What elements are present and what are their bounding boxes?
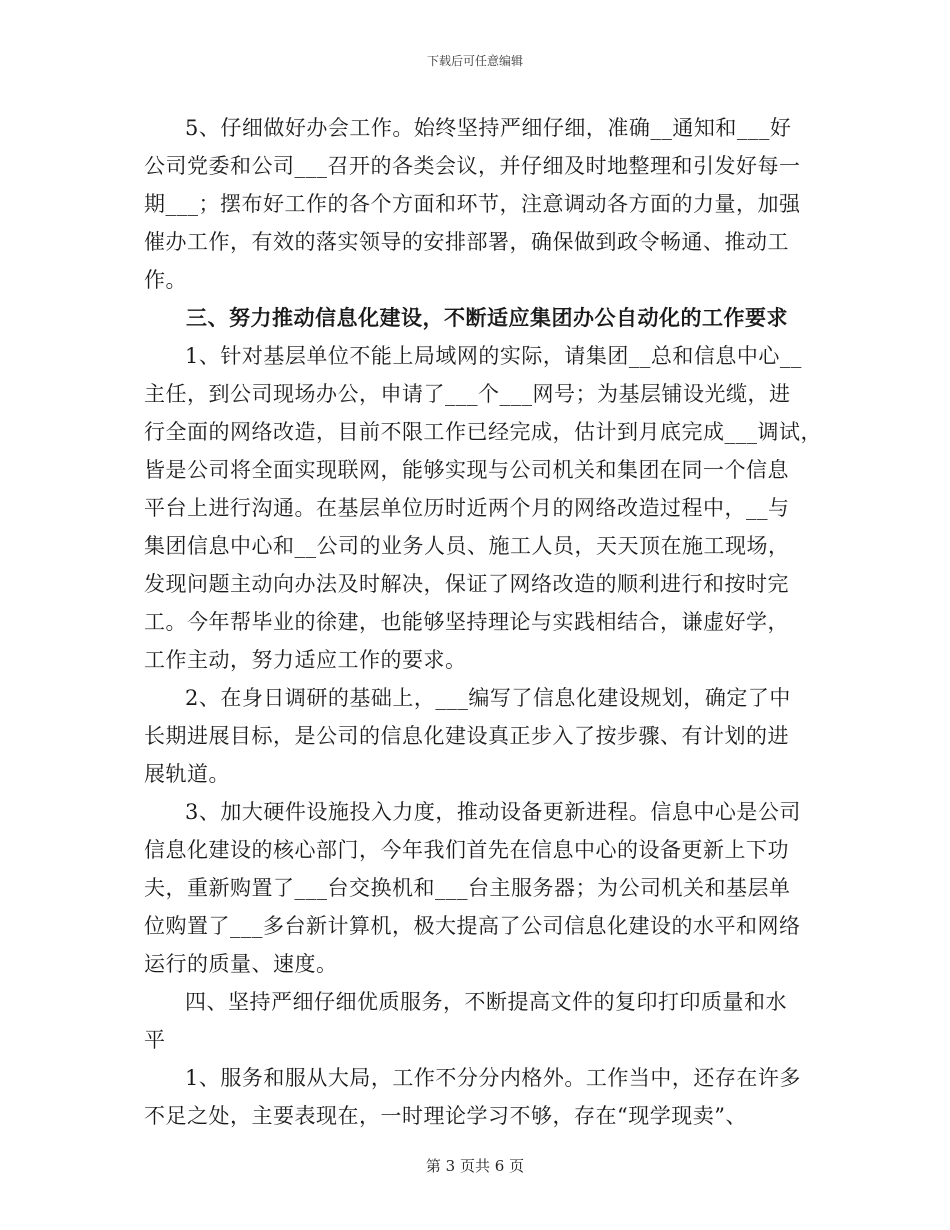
body-line: 夫，重新购置了___台交换机和___台主服务器；为公司机关和基层单: [144, 876, 791, 900]
body-line: 信息化建设的核心部门，今年我们首先在信息中心的设备更新上下功: [144, 838, 789, 862]
body-line: 平: [144, 1028, 166, 1052]
body-line: 集团信息中心和__公司的业务人员、施工人员，天天顶在施工现场，: [144, 534, 790, 558]
body-line: 催办工作，有效的落实领导的安排部署，确保做到政令畅通、推动工: [144, 230, 789, 254]
body-line: 展轨道。: [144, 762, 230, 786]
page-header: 下载后可任意编辑: [426, 54, 523, 68]
body-line: 长期进展目标，是公司的信息化建设真正步入了按步骤、有计划的进: [144, 724, 789, 748]
body-line: 不足之处，主要表现在，一时理论学习不够，存在“现学现卖”、: [144, 1104, 747, 1128]
page-footer: 第 3 页共 6 页: [425, 1157, 525, 1175]
body-line: 主任，到公司现场办公，申请了___个___网号；为基层铺设光缆，进: [144, 382, 791, 406]
body-line: 运行的质量、速度。: [144, 952, 338, 976]
body-line: 作。: [144, 268, 187, 292]
section-heading: 四、坚持严细仔细优质服务，不断提高文件的复印打印质量和水: [185, 990, 787, 1014]
body-line: 期___；摆布好工作的各个方面和环节，注意调动各方面的力量，加强: [144, 192, 801, 216]
body-line: 5、仔细做好办会工作。始终坚持严细仔细，准确__通知和___好: [185, 116, 792, 140]
section-heading: 三、努力推动信息化建设，不断适应集团办公自动化的工作要求: [186, 305, 788, 330]
body-line: 3、加大硬件设施投入力度，推动设备更新进程。信息中心是公司: [185, 800, 801, 824]
body-line: 1、服务和服从大局，工作不分分内格外。工作当中，还存在许多: [185, 1066, 801, 1090]
body-line: 工。今年帮毕业的徐建，也能够坚持理论与实践相结合，谦虚好学，: [144, 610, 789, 634]
body-line: 2、在身日调研的基础上，___编写了信息化建设规划，确定了中: [185, 686, 791, 710]
body-line: 公司党委和公司___召开的各类会议，并仔细及时地整理和引发好每一: [144, 154, 801, 178]
body-line: 平台上进行沟通。在基层单位历时近两个月的网络改造过程中，__与: [144, 496, 790, 520]
body-line: 皆是公司将全面实现联网，能够实现与公司机关和集团在同一个信息: [144, 458, 789, 482]
body-line: 位购置了___多台新计算机，极大提高了公司信息化建设的水平和网络: [144, 914, 801, 938]
body-line: 发现问题主动向办法及时解决，保证了网络改造的顺利进行和按时完: [144, 572, 789, 596]
body-line: 1、针对基层单位不能上局域网的实际，请集团__总和信息中心__: [185, 344, 802, 368]
body-line: 工作主动，努力适应工作的要求。: [144, 648, 467, 672]
body-line: 行全面的网络改造，目前不限工作已经完成，估计到月底完成___调试，: [144, 420, 822, 444]
